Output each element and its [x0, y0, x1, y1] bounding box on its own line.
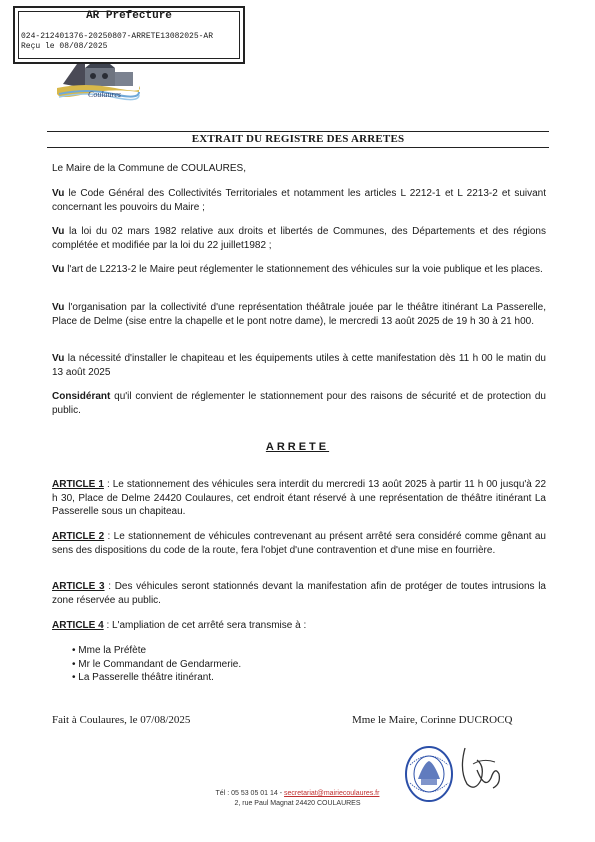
footer-address: 2, rue Paul Magnat 24420 COULAURES [234, 800, 361, 807]
considerant-paragraph [52, 390, 546, 417]
article-separator: : [104, 581, 115, 592]
vu-text: l'art de L2213-2 le Maire peut réglementer le stationnement des véhicules sur la voie publique et les places. [64, 264, 543, 275]
article-separator: : [104, 531, 114, 542]
considerant-text: qu'il convient de réglementer le stationnement pour des raisons de sécurité et de protection du public. [52, 391, 546, 416]
recipients-list [72, 644, 241, 685]
place-date: Fait à Coulaures, le 07/08/2025 [52, 714, 191, 726]
signer-name: Mme le Maire, Corinne DUCROCQ [352, 714, 513, 726]
considerant-lead: Considérant [52, 391, 111, 402]
list-item: • Mme la Préfète [72, 645, 147, 656]
article-1 [52, 478, 546, 519]
article-text: Des véhicules seront stationnés devant la manifestation afin de protéger de toutes intrusions la zone réservée au public. [52, 581, 546, 606]
article-label: ARTICLE 4 [52, 620, 104, 631]
footer-line [0, 789, 595, 799]
logo-text: Coulaures [88, 90, 122, 99]
article-2 [52, 530, 546, 557]
vu-text: l'organisation par la collectivité d'une représentation théâtrale jouée par le théâtre itinérant La Passerelle, Place de Delme (sise entre la chapelle et le pont notre dame), le mercredi 13 août 2025 de 19 h 30 à 21 h00. [52, 302, 546, 327]
vu-text: la nécessité d'installer le chapiteau et les équipements utiles à cette manifestation dès 11 h 00 le matin du 13 août 2025 [52, 353, 546, 378]
prefecture-stamp [13, 6, 245, 64]
vu-lead: Vu [52, 353, 65, 364]
vu-text: le Code Général des Collectivités Territoriales et notamment les articles L 2212-1 et L 2213-2 et suivant concernant les pouvoirs du Maire ; [52, 188, 546, 213]
arrete-heading: ARRETE [265, 441, 330, 453]
article-text: Le stationnement des véhicules sera interdit du mercredi 13 août 2025 à partir 11 h 00 jusqu'à 22 h 30, Place de Delme 24420 Coulaures, cet endroit étant réservé à une représentation de théâtre itinérant La Passerelle sous un chapiteau. [52, 479, 546, 517]
vu-lead: Vu [52, 188, 65, 199]
list-item: • La Passerelle théâtre itinérant. [72, 672, 214, 683]
document-title: EXTRAIT DU REGISTRE DES ARRETES [47, 131, 549, 148]
footer-contact [0, 789, 595, 809]
vu-lead: Vu [52, 226, 65, 237]
article-text: Le stationnement de véhicules contrevenant au présent arrêté sera considéré comme gênant au sens des dispositions du code de la route, fera l'objet d'une contravention et d'une mise en fourrière. [52, 531, 546, 556]
article-text: L'ampliation de cet arrêté sera transmise à : [112, 620, 307, 631]
article-3 [52, 580, 546, 607]
stamp-title: AR Prefecture [86, 10, 172, 22]
vu-paragraph [52, 187, 546, 214]
intro-text: Le Maire de la Commune de COULAURES, [52, 163, 246, 174]
article-label: ARTICLE 3 [52, 581, 105, 592]
article-separator: : [103, 620, 113, 631]
stamp-received-date: Reçu le 08/08/2025 [21, 42, 108, 51]
vu-lead: Vu [52, 302, 65, 313]
article-label: ARTICLE 2 [52, 531, 105, 542]
article-4 [52, 619, 546, 633]
vu-paragraph [52, 225, 546, 252]
footer-email-link[interactable]: secretariat@mairiecoulaures.fr [284, 790, 380, 797]
vu-paragraph [52, 352, 546, 379]
handwritten-signature [455, 740, 505, 795]
vu-paragraph [52, 301, 546, 328]
list-item: • Mr le Commandant de Gendarmerie. [72, 658, 242, 670]
article-separator: : [103, 479, 113, 490]
article-label: ARTICLE 1 [52, 479, 104, 490]
vu-lead: Vu [52, 264, 65, 275]
stamp-reference: 024-212401376-20250807-ARRETE13082025-AR [21, 32, 214, 41]
vu-paragraph [52, 263, 546, 277]
footer-phone: Tél : 05 53 05 01 14 - [215, 790, 285, 797]
vu-text: la loi du 02 mars 1982 relative aux droits et libertés de Communes, des Départements et des régions complétée et modifiée par la loi du 22 juillet1982 ; [52, 226, 546, 251]
